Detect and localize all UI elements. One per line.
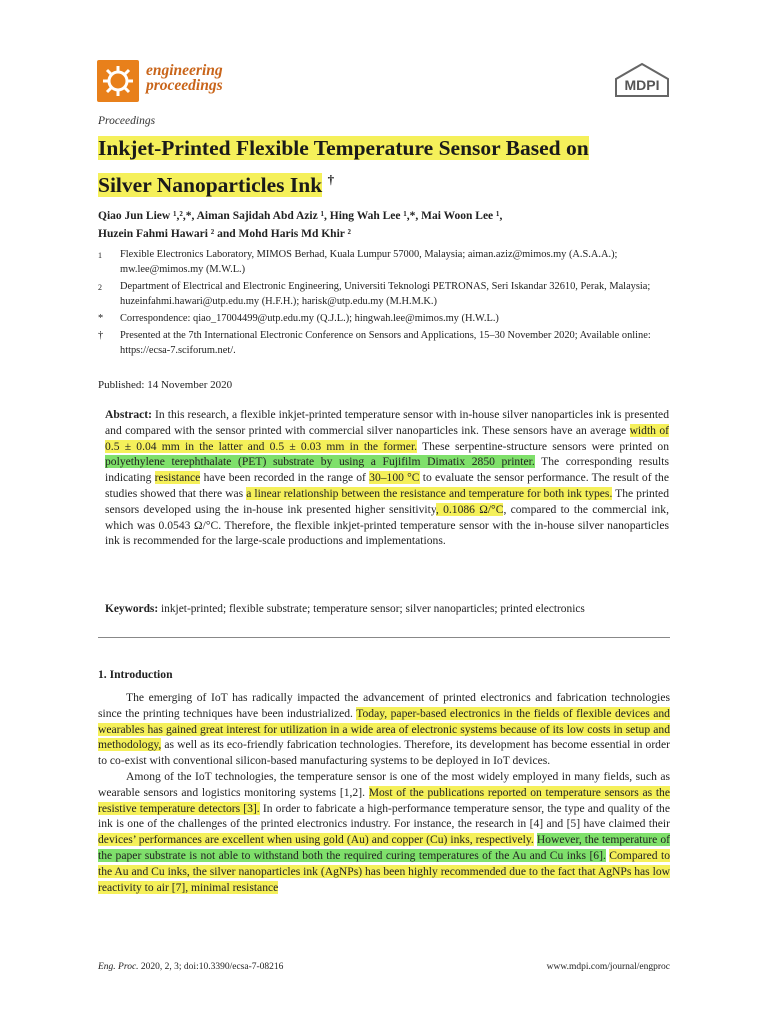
highlight: Compared to the Au and Cu inks, the silver nanoparticles ink (AgNPs) has been highly recommended due to the fact that AgNPs has low reactivity to air [7], minimal resistance	[98, 848, 670, 894]
affiliation-item: 1 Flexible Electronics Laboratory, MIMOS Berhad, Kuala Lumpur 57000, Malaysia; aiman.aziz@mimos.my (A.S.A.A.); mw.lee@mimos.my (M.W.L.)	[98, 249, 618, 275]
affiliation-item: 2 Department of Electrical and Electronic Engineering, Universiti Teknologi PETRONAS, Seri Iskandar 32610, Perak, Malaysia; huzeinfahmi.hawari@utp.edu.my (H.F.H.); harisk@utp.edu.my (M.H.M.K.)	[98, 281, 651, 307]
author-list: Qiao Jun Liew ¹,²,*, Aiman Sajidah Abd Aziz ¹, Hing Wah Lee ¹,*, Mai Woon Lee ¹, Huzein Fahmi Hawari ² and Mohd Haris Md Khir ²	[98, 210, 503, 240]
paragraph: Among of the IoT technologies, the temperature sensor is one of the most widely employed in many fields, such as wearable sensors and logistics monitoring systems [1,2]. Most of the publications reported on temperature sensors as the resistive temperature detectors [3]. In order to fabricate a high-performance temperature sensor, the type and quality of the ink is one of the challenges of the printed electronics industry. For instance, the research in [4] and [5] have claimed their devices’ performances are excellent when using gold (Au) and copper (Cu) inks, respectively. However, the temperature of the paper substrate is not able to withstand both the required curing temperatures of the Au and Cu inks [6]. Compared to the Au and Cu inks, the silver nanoparticles ink (AgNPs) has been highly recommended due to the fact that AgNPs has low reactivity to air [7], minimal resistance	[98, 769, 670, 894]
keywords-label: Keywords:	[105, 603, 159, 615]
footer-citation: Eng. Proc. 2020, 2, 3; doi:10.3390/ecsa-7-08216	[98, 962, 284, 972]
highlight: width of 0.5 ± 0.04 mm in the latter and 0.5 ± 0.03 mm in the former.	[105, 423, 669, 453]
affiliations	[98, 247, 678, 360]
divider	[98, 637, 670, 638]
correspondence: * Correspondence: qiao_17004499@utp.edu.my (Q.J.L.); hingwah.lee@mimos.my (H.W.L.)	[98, 313, 499, 324]
highlight: Today, paper-based electronics in the fields of flexible devices and wearables has gained great interest for utilization in a wide area of electronic systems because of its low costs in setup and methodology,	[98, 706, 670, 752]
abstract-label: Abstract:	[105, 408, 153, 421]
footer-url[interactable]: www.mdpi.com/journal/engproc	[546, 962, 670, 972]
highlight: , 0.1086 Ω/°C	[435, 502, 504, 516]
journal-logo-icon	[97, 60, 139, 102]
publisher-logo	[612, 62, 672, 98]
highlight: However, the temperature of the paper substrate is not able to withstand both the required curing temperatures of the Au and Cu inks [6].	[98, 833, 670, 862]
published-date: Published: 14 November 2020	[98, 379, 233, 391]
highlight: polyethylene terephthalate (PET) substrate by using a Fujifilm Dimatix 2850 printer.	[105, 455, 535, 469]
paper-title: Inkjet-Printed Flexible Temperature Sensor Based on Silver Nanoparticles Ink †	[98, 136, 589, 198]
abstract: Abstract: In this research, a flexible inkjet-printed temperature sensor with in-house silver nanoparticles ink is presented and compared with the sensor printed with commercial silver nanoparticles ink. These sensors have an average width of 0.5 ± 0.04 mm in the latter and 0.5 ± 0.03 mm in the former. These serpentine-structure sensors were printed on polyethylene terephthalate (PET) substrate by using a Fujifilm Dimatix 2850 printer. The corresponding results indicating resistance have been recorded in the range of 30–100 °C to evaluate the sensor performance. The result of the studies showed that there was a linear relationship between the resistance and temperature for both ink types. The printed sensors developed using the in-house ink presented higher sensitivity, 0.1086 Ω/°C, compared to the commercial ink, which was 0.0543 Ω/°C. Therefore, the flexible inkjet-printed temperature sensor with the in-house silver nanoparticles ink is recommended for the large-scale productions and implementations.	[105, 408, 669, 548]
highlight: 30–100 °C	[369, 471, 420, 485]
conference-note: † Presented at the 7th International Electronic Conference on Sensors and Applications, 15–30 November 2020; Available online: https://ecsa-7.sciforum.net/.	[98, 330, 651, 356]
svg-text:MDPI: MDPI	[624, 77, 660, 93]
introduction-body	[98, 690, 670, 895]
paragraph: The emerging of IoT has radically impacted the advancement of printed electronics and fabrication technologies since the printing techniques have been industrialized. Today, paper-based electronics in the fields of flexible devices and wearables has gained great interest for utilization in a wide area of electronic systems because of its low costs in setup and methodology, as well as its eco-friendly fabrication technologies. Therefore, its development has become essential in order to co-exist with conventional silicon-based manufacturing systems to be deployed in IoT devices.	[98, 691, 670, 768]
journal-name: engineering proceedings	[146, 62, 223, 94]
section-label: Proceedings	[98, 115, 156, 127]
highlight: a linear relationship between the resistance and temperature for both ink types.	[246, 486, 613, 500]
highlight: devices’ performances are excellent when using gold (Au) and copper (Cu) inks, respectively.	[98, 833, 534, 847]
highlight: resistance	[154, 471, 201, 485]
highlight: Most of the publications reported on temperature sensors as the resistive temperature detectors [3].	[98, 785, 670, 815]
keywords: Keywords: inkjet-printed; flexible substrate; temperature sensor; silver nanoparticles; printed electronics	[105, 603, 585, 615]
section-heading: 1. Introduction	[98, 668, 173, 681]
